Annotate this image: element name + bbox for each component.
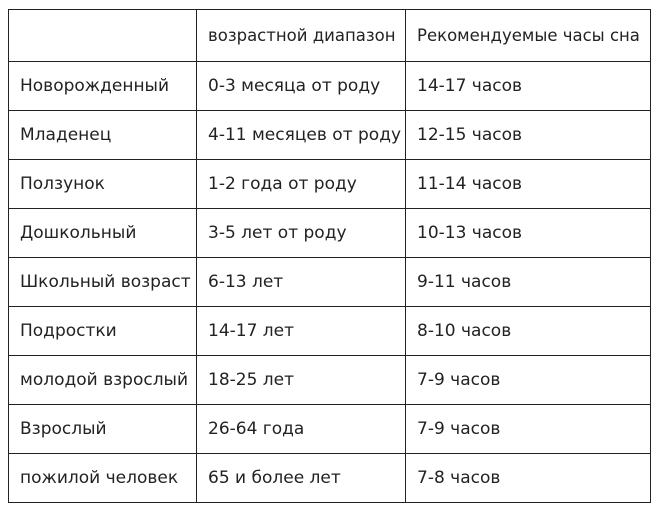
sleep-hours-cell: 12-15 часов	[406, 111, 651, 160]
age-group-cell: Младенец	[9, 111, 197, 160]
age-group-cell: Ползунок	[9, 160, 197, 209]
age-group-cell: пожилой человек	[9, 454, 197, 503]
sleep-hours-cell: 9-11 часов	[406, 258, 651, 307]
sleep-hours-cell: 8-10 часов	[406, 307, 651, 356]
table-row	[9, 209, 651, 258]
age-group-cell: молодой взрослый	[9, 356, 197, 405]
age-range-cell: 6-13 лет	[197, 258, 406, 307]
age-range-cell: 65 и более лет	[197, 454, 406, 503]
table-row	[9, 405, 651, 454]
table-row	[9, 258, 651, 307]
table-row	[9, 111, 651, 160]
age-group-cell: Новорожденный	[9, 62, 197, 111]
table-row	[9, 307, 651, 356]
table-row	[9, 62, 651, 111]
sleep-hours-cell: 10-13 часов	[406, 209, 651, 258]
sleep-hours-cell: 14-17 часов	[406, 62, 651, 111]
sleep-hours-cell: 7-9 часов	[406, 405, 651, 454]
sleep-hours-cell: 7-8 часов	[406, 454, 651, 503]
age-group-cell: Подростки	[9, 307, 197, 356]
header-cell-age-range: возрастной диапазон	[197, 10, 406, 62]
sleep-hours-cell: 7-9 часов	[406, 356, 651, 405]
age-group-cell: Взрослый	[9, 405, 197, 454]
age-range-cell: 1-2 года от роду	[197, 160, 406, 209]
table-header-row	[9, 10, 651, 62]
table-row	[9, 160, 651, 209]
age-range-cell: 0-3 месяца от роду	[197, 62, 406, 111]
age-range-cell: 3-5 лет от роду	[197, 209, 406, 258]
table-row	[9, 356, 651, 405]
header-cell-recommended-hours: Рекомендуемые часы сна	[406, 10, 651, 62]
header-cell-empty	[9, 10, 197, 62]
sleep-hours-table	[8, 9, 651, 503]
age-range-cell: 26-64 года	[197, 405, 406, 454]
table-row	[9, 454, 651, 503]
age-group-cell: Школьный возраст	[9, 258, 197, 307]
age-range-cell: 18-25 лет	[197, 356, 406, 405]
sleep-hours-cell: 11-14 часов	[406, 160, 651, 209]
age-group-cell: Дошкольный	[9, 209, 197, 258]
age-range-cell: 4-11 месяцев от роду	[197, 111, 406, 160]
age-range-cell: 14-17 лет	[197, 307, 406, 356]
